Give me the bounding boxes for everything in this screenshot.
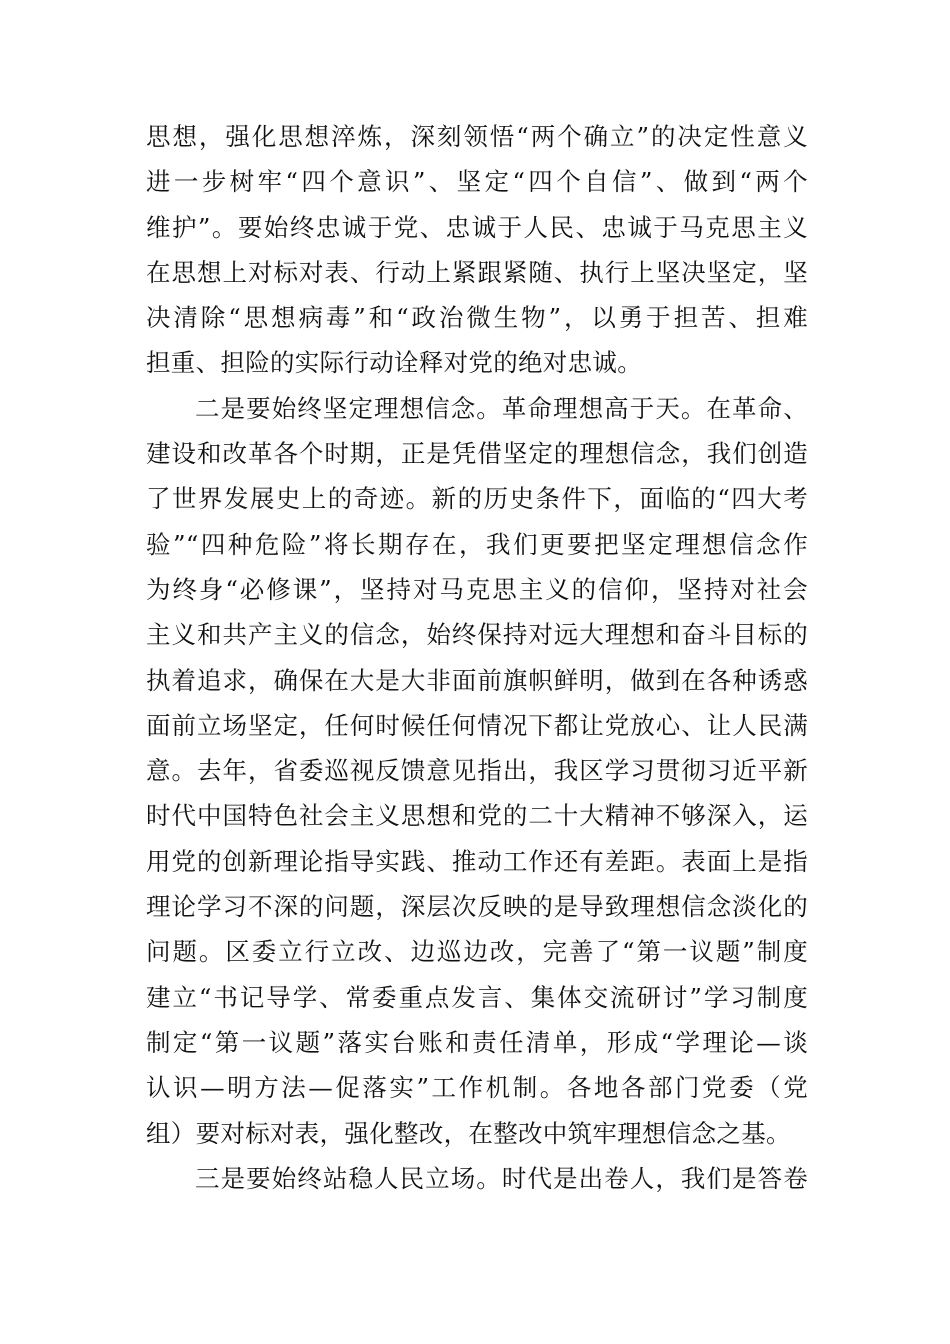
- body-text: [146, 114, 808, 1201]
- text-line: 思想，强化思想淬炼，深刻领悟“两个确立”的决定性意义: [146, 122, 808, 151]
- text-line: 建设和改革各个时期，正是凭借坚定的理想信念，我们创造: [146, 439, 808, 469]
- text-line: 进一步树牢“四个意识”、坚定“四个自信”、做到“两个: [146, 167, 808, 197]
- text-line: 组）要对标对表，强化整改，在整改中筑牢理想信念之基。: [146, 1118, 791, 1148]
- text-line: 维护”。要始终忠诚于党、忠诚于人民、忠诚于马克思主义: [146, 212, 808, 242]
- paragraph-start-line: 三是要始终站稳人民立场。时代是出卷人，我们是答卷: [195, 1163, 808, 1193]
- text-line: 为终身“必修课”，坚持对马克思主义的信仰，坚持对社会: [146, 574, 808, 604]
- text-line: 主义和共产主义的信念，始终保持对远大理想和奋斗目标的: [146, 620, 808, 650]
- text-line: 问题。区委立行立改、边巡边改，完善了“第一议题”制度: [146, 937, 808, 967]
- text-line: 决清除“思想病毒”和“政治微生物”，以勇于担苦、担难: [146, 303, 808, 333]
- paragraph-start-line: 二是要始终坚定理想信念。革命理想高于天。在革命、: [195, 393, 808, 423]
- text-line: 用党的创新理论指导实践、推动工作还有差距。表面上是指: [146, 846, 808, 876]
- text-line: 面前立场坚定，任何时候任何情况下都让党放心、让人民满: [146, 710, 808, 740]
- text-line: 理论学习不深的问题，深层次反映的是导致理想信念淡化的: [146, 892, 808, 922]
- text-line: 意。去年，省委巡视反馈意见指出，我区学习贯彻习近平新: [146, 756, 808, 786]
- text-line: 执着追求，确保在大是大非面前旗帜鲜明，做到在各种诱惑: [146, 665, 808, 695]
- text-line: 担重、担险的实际行动诠释对党的绝对忠诚。: [146, 348, 642, 378]
- text-line: 时代中国特色社会主义思想和党的二十大精神不够深入，运: [146, 801, 808, 831]
- text-line: 建立“书记导学、常委重点发言、集体交流研讨”学习制度: [146, 982, 808, 1012]
- text-line: 在思想上对标对表、行动上紧跟紧随、执行上坚决坚定，坚: [146, 257, 808, 287]
- text-line: 认识—明方法—促落实”工作机制。各地各部门党委（党: [146, 1073, 808, 1103]
- text-line: 验”“四种危险”将长期存在，我们更要把坚定理想信念作: [146, 529, 808, 559]
- text-line: 了世界发展史上的奇迹。新的历史条件下，面临的“四大考: [146, 484, 808, 514]
- text-line: 制定“第一议题”落实台账和责任清单，形成“学理论—谈: [146, 1027, 808, 1057]
